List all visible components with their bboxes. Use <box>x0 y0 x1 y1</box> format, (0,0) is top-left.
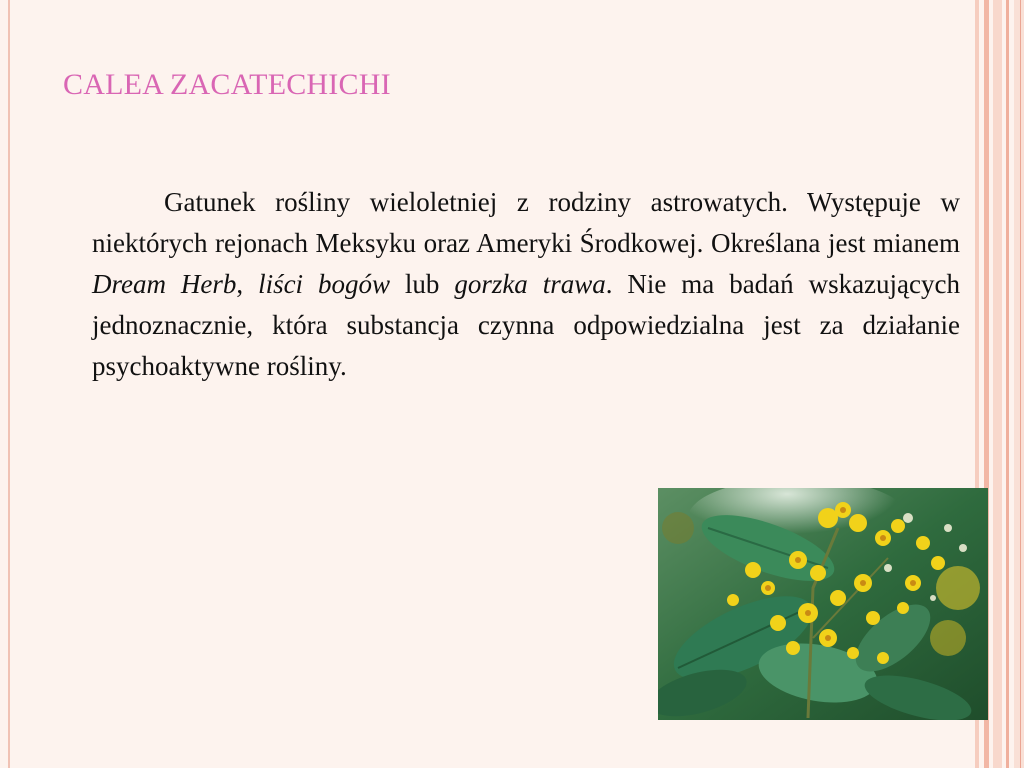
italic-term-gorzka-trawa: gorzka trawa <box>454 269 606 299</box>
body-text-separator: lub <box>389 269 455 299</box>
italic-term-dream-herb: Dream Herb <box>92 269 237 299</box>
body-text-part: . Nie ma badań wskazujących jednoznacznie, która substancja czynna odpowiedzialna jest za działanie psychoaktywne rośliny. <box>92 269 960 381</box>
right-border-stripe <box>1014 0 1024 768</box>
body-text-separator: , <box>236 269 259 299</box>
right-border-stripe <box>1020 0 1021 768</box>
right-border-stripe <box>1006 0 1009 768</box>
italic-term-lisci-bogow: liści bogów <box>258 269 390 299</box>
right-border-stripe <box>993 0 1002 768</box>
left-border-line <box>8 0 10 768</box>
plant-photo <box>658 488 988 720</box>
body-paragraph <box>92 182 960 387</box>
slide-title: CALEA ZACATECHICHI <box>63 68 391 101</box>
body-text-part: Gatunek rośliny wieloletniej z rodziny astrowatych. Występuje w niektórych rejonach Meksyku oraz Ameryki Środkowej. Określana jest mianem <box>92 187 960 258</box>
